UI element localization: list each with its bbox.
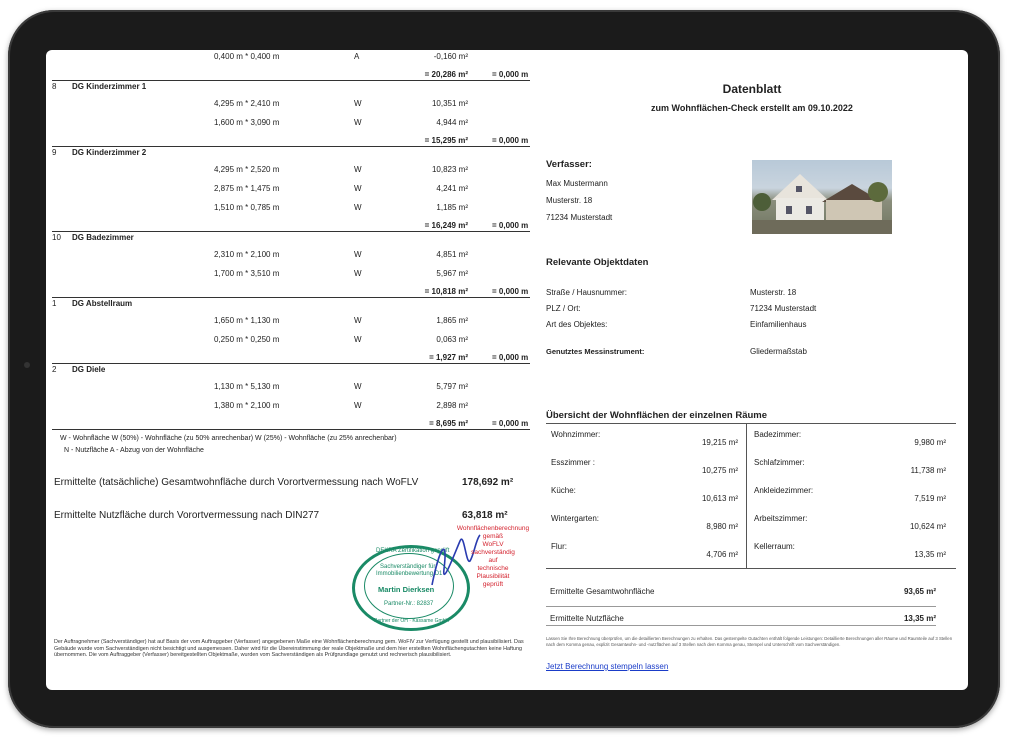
dimension-cell: 1,650 m * 1,130 m <box>214 316 280 325</box>
area-cell: 5,797 m² <box>436 382 468 391</box>
author-name: Max Mustermann <box>546 179 608 188</box>
room-name: Badezimmer: <box>754 430 802 439</box>
room-area: 7,519 m² <box>914 494 946 503</box>
author-heading: Verfasser: <box>546 159 592 170</box>
type-cell: W <box>354 250 362 259</box>
room-area: 10,624 m² <box>909 522 946 531</box>
type-cell: W <box>354 401 362 410</box>
review-stamp-line: gemäß <box>482 533 504 540</box>
instrument-label: Genutztes Messinstrument: <box>546 347 645 356</box>
dimension-cell: 2,875 m * 1,475 m <box>214 184 280 193</box>
room-number: 9 <box>52 148 57 157</box>
area-cell: 0,063 m² <box>436 335 468 344</box>
dimension-cell: 1,380 m * 2,100 m <box>214 401 280 410</box>
room-name: Esszimmer : <box>551 458 595 467</box>
object-value: Musterstr. 18 <box>750 288 797 297</box>
stamp-bottom-text: Partner der OH · Kassame GmbH <box>374 618 450 624</box>
total-usable-label: Ermittelte Nutzfläche <box>550 614 624 623</box>
type-cell: W <box>354 203 362 212</box>
legend-line-1: W - Wohnfläche W (50%) - Wohnfläche (zu 50% anrechenbar) W (25%) - Wohnfläche (zu 25% anrechenbar) <box>60 435 397 442</box>
area-cell: 10,351 m² <box>431 99 468 108</box>
stamp-line-1: Sachverständiger für <box>380 564 436 570</box>
datasheet-page <box>536 50 968 690</box>
type-cell: W <box>354 165 362 174</box>
area-cell: 4,241 m² <box>436 184 468 193</box>
stamp-calculation-link[interactable]: Jetzt Berechnung stempeln lassen <box>546 662 669 671</box>
room-number: 10 <box>52 233 61 242</box>
subtotal-cell: = 20,286 m² <box>424 70 468 79</box>
room-number: 2 <box>52 365 57 374</box>
dimension-cell: 0,250 m * 0,250 m <box>214 335 280 344</box>
room-name: Schlafzimmer: <box>754 458 805 467</box>
area-cell: 1,865 m² <box>436 316 468 325</box>
room-name: Wohnzimmer: <box>551 430 601 439</box>
room-name: Ankleidezimmer: <box>754 486 814 495</box>
datasheet-footnote: Lassen Sie Ihre Berechnung überprüfen, um die detaillierten Berechnungen zu erhalten. Das gestempelte Gutachten enthält folgende Leistungen: Detaillierte Berechnungen aller Räume und Raumteile auf 3 Stellen nach dem Komma genau, explizit Gesamtwohn- und -nutzflächen auf 3 Stellen nach dem Komma genau, Stempel und Unterschrift vom Sachverständigen. <box>546 636 953 647</box>
total-usable-area-label: Ermittelte Nutzfläche durch Vorortvermessung nach DIN277 <box>54 510 320 521</box>
datasheet-subtitle: zum Wohnflächen-Check erstellt am 09.10.2022 <box>651 103 853 113</box>
room-area: 9,980 m² <box>914 438 946 447</box>
dimension-cell: 1,600 m * 3,090 m <box>214 118 280 127</box>
review-stamp-line: Plausibilität <box>476 573 510 580</box>
stamp-name: Martin Dierksen <box>378 585 435 594</box>
stamp-partner: Partner-Nr.: 82837 <box>384 601 434 607</box>
datasheet-title: Datenblatt <box>722 82 782 96</box>
total-living-label: Ermittelte Gesamtwohnfläche <box>550 587 655 596</box>
room-title: DG Kinderzimmer 1 <box>72 82 147 91</box>
room-area: 10,275 m² <box>701 466 738 475</box>
usable-subtotal-cell: = 0,000 m <box>492 419 529 428</box>
area-cell: 4,851 m² <box>436 250 468 259</box>
dimension-cell: 1,700 m * 3,510 m <box>214 269 280 278</box>
area-cell: 2,898 m² <box>436 401 468 410</box>
row-separator <box>52 231 530 232</box>
usable-subtotal-cell: = 0,000 m <box>492 70 529 79</box>
area-cell: 5,967 m² <box>436 269 468 278</box>
dimension-cell: 1,130 m * 5,130 m <box>214 382 280 391</box>
subtotal-cell: = 15,295 m² <box>424 136 468 145</box>
instrument-value: Gliedermaßstab <box>750 347 807 356</box>
room-name: Wintergarten: <box>551 514 600 523</box>
row-separator <box>52 363 530 364</box>
dimension-cell: 1,510 m * 0,785 m <box>214 203 280 212</box>
dimension-cell: 0,400 m * 0,400 m <box>214 52 280 61</box>
type-cell: W <box>354 118 362 127</box>
total-living-value: 93,65 m² <box>903 587 936 596</box>
area-cell: 4,944 m² <box>436 118 468 127</box>
object-value: Einfamilienhaus <box>750 320 807 329</box>
dimension-cell: 4,295 m * 2,520 m <box>214 165 280 174</box>
total-usable-area-value: 63,818 m² <box>462 510 508 521</box>
type-cell: W <box>354 184 362 193</box>
row-separator <box>52 80 530 81</box>
disclaimer-text: Der Auftragnehmer (Sachverständiger) hat auf Basis der vom Auftraggeber (Verfasser) angegebenen Maße eine Wohnflächenberechnung gem. WoFIV zur Verfügung gestellt und plausibilisiert. Das Gebäude wurde vom Sachverständigen nicht besichtigt und ausgemessen. Daher wird für die Übereinstimmung der reale Objektmaße und dem hier erstellten Wohnflächengutachten keine Haftung übernommen. Die vom Auftraggeber (Verfasser) bereitgestellten Objektmaße, wurden vom Sachverständigen als Prüfgrundlage genutzt und rechnerisch plausibilisiert. <box>54 639 524 659</box>
room-title: DG Badezimmer <box>72 233 134 242</box>
room-name: Arbeitszimmer: <box>754 514 808 523</box>
room-area: 10,613 m² <box>701 494 738 503</box>
room-area: 13,35 m² <box>914 550 946 559</box>
room-name: Kellerraum: <box>754 542 795 551</box>
row-separator <box>52 146 530 147</box>
subtotal-cell: = 1,927 m² <box>429 353 468 362</box>
overview-heading: Übersicht der Wohnflächen der einzelnen Räume <box>546 410 768 421</box>
usable-subtotal-cell: = 0,000 m <box>492 353 529 362</box>
subtotal-cell: = 16,249 m² <box>424 221 468 230</box>
type-cell: W <box>354 316 362 325</box>
overview-divider <box>746 424 747 568</box>
room-title: DG Diele <box>72 365 106 374</box>
type-cell: W <box>354 335 362 344</box>
room-title: DG Abstellraum <box>72 299 133 308</box>
subtotal-cell: = 10,818 m² <box>424 287 468 296</box>
room-title: DG Kinderzimmer 2 <box>72 148 147 157</box>
author-street: Musterstr. 18 <box>546 196 593 205</box>
type-cell: A <box>354 52 360 61</box>
row-separator <box>52 297 530 298</box>
type-cell: W <box>354 382 362 391</box>
object-heading: Relevante Objektdaten <box>546 257 649 268</box>
overview-bottom-rule <box>546 568 956 569</box>
stamp-top-text: DEKRA Zertifikation geprüft <box>376 548 450 554</box>
usable-subtotal-cell: = 0,000 m <box>492 136 529 145</box>
totals-bottom-rule <box>546 625 936 626</box>
room-area: 8,980 m² <box>706 522 738 531</box>
review-stamp-line: auf <box>488 557 498 564</box>
object-label: Straße / Hausnummer: <box>546 288 627 297</box>
review-stamp-line: WoFLV <box>482 541 504 548</box>
room-number: 1 <box>52 299 57 308</box>
area-cell: -0,160 m² <box>433 52 468 61</box>
review-stamp-line: technische <box>477 565 509 572</box>
review-stamp-line: geprüft <box>482 581 504 588</box>
room-area: 19,215 m² <box>701 438 738 447</box>
calculation-page <box>46 50 530 690</box>
object-label: PLZ / Ort: <box>546 304 581 313</box>
review-stamp-line: Wohnflächenberechnung <box>456 525 530 532</box>
area-cell: 1,185 m² <box>436 203 468 212</box>
dimension-cell: 4,295 m * 2,410 m <box>214 99 280 108</box>
camera-dot <box>24 362 30 368</box>
room-number: 8 <box>52 82 57 91</box>
room-name: Küche: <box>551 486 576 495</box>
row-separator <box>52 429 530 430</box>
room-area: 11,738 m² <box>910 466 946 475</box>
dimension-cell: 2,310 m * 2,100 m <box>214 250 280 259</box>
author-city: 71234 Musterstadt <box>546 213 613 222</box>
room-area: 4,706 m² <box>706 550 738 559</box>
stamp-line-2: Immobilienbewertung D1 <box>376 571 443 577</box>
document-screen <box>46 50 968 690</box>
object-label: Art des Objektes: <box>546 320 608 329</box>
subtotal-cell: = 8,695 m² <box>429 419 468 428</box>
area-cell: 10,823 m² <box>431 165 468 174</box>
review-stamp-line: sachverständig <box>471 549 515 556</box>
total-living-area-value: 178,692 m² <box>462 477 514 488</box>
total-living-area-label: Ermittelte (tatsächliche) Gesamtwohnfläche durch Vorortvermessung nach WoFLV <box>54 477 419 488</box>
total-usable-value: 13,35 m² <box>903 614 936 623</box>
overview-top-rule <box>546 423 956 424</box>
house-photo <box>752 160 892 234</box>
usable-subtotal-cell: = 0,000 m <box>492 221 529 230</box>
totals-separator <box>546 606 936 607</box>
type-cell: W <box>354 99 362 108</box>
type-cell: W <box>354 269 362 278</box>
room-name: Flur: <box>551 542 567 551</box>
usable-subtotal-cell: = 0,000 m <box>492 287 529 296</box>
legend-line-2: N - Nutzfläche A - Abzug von der Wohnfläche <box>64 447 204 454</box>
object-value: 71234 Musterstadt <box>750 304 817 313</box>
